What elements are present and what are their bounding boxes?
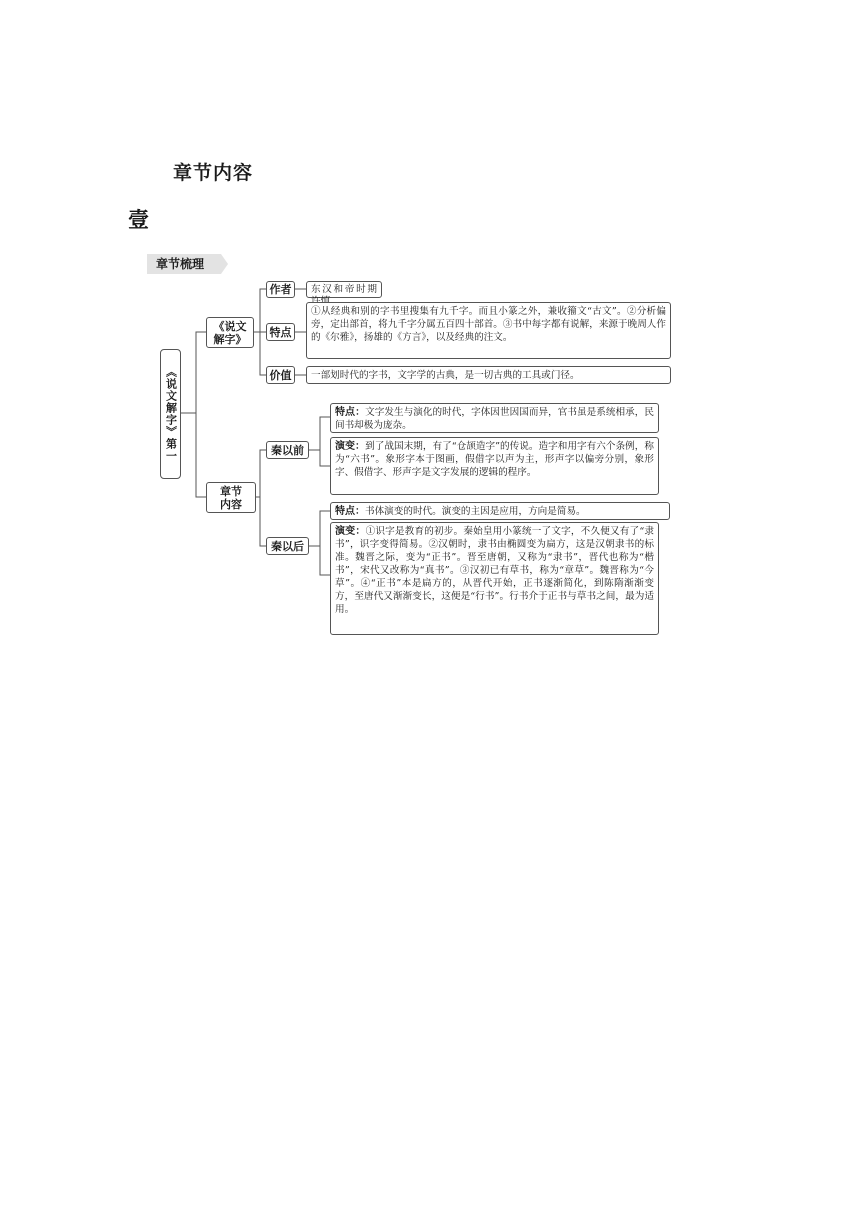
node-value-text: 一部划时代的字书，文字学的古典，是一切古典的工具或门径。 (306, 366, 671, 384)
before-qin-evolution-text: 到了战国末期，有了“仓颉造字”的传说。造字和用字有六个条例，称为“六书”。象形字本于图画，假借字以声为主，形声字以偏旁分别，象形字、假借字、形声字是文字发展的逻辑的程序。 (335, 441, 655, 478)
node-author-text: 东汉和帝时期 (306, 281, 382, 298)
node-value-label: 价值 (266, 366, 295, 384)
after-qin-evolution-text: ①识字是教育的初步。秦始皇用小篆统一了文字，不久便又有了“隶书”，识字变得简易。②汉朝时，隶书由椭圆变为扁方，这是汉朝隶书的标准。魏晋之际，变为“正书”。晋至唐朝，又称为“隶书”，晋代也称为“楷书”，宋代又改称为“真书”。③汉初已有草书，称为“章草”。魏晋称为“今草”。④“正书”本是扁方的，从晋代开始，正书逐渐简化，到陈隋渐渐变方，至唐代又渐渐变长，这便是“行书”。行书介于正书与草书之间，最为适用。 (335, 526, 655, 615)
section-tag: 章节梳理 (147, 254, 221, 274)
branch-shuowen: 《说文解字》 (206, 317, 254, 348)
node-feature-text: ①从经典和别的字书里搜集有九千字。而且小篆之外，兼收籀文“古文”。②分析偏旁，定出部首，将九千字分属五百四十部首。③书中每字都有说解，来源于晚周人作的《尔雅》，扬雄的《方言》，以及经典的注文。 (306, 302, 671, 359)
mindmap-root: 《说文解字》第一 (160, 349, 181, 479)
before-qin-feature (330, 403, 659, 433)
node-feature-label: 特点 (266, 323, 295, 341)
after-qin-feature (330, 502, 670, 520)
node-after-qin: 秦以后 (266, 537, 309, 555)
chapter-heading: 章节内容 (173, 162, 254, 184)
after-qin-feature-head: 特点： (335, 506, 365, 517)
section-number: 壹 (128, 208, 149, 232)
before-qin-feature-text: 文字发生与演化的时代，字体因世因国而异，官书虽是系统相承，民间书却极为庞杂。 (335, 407, 655, 431)
before-qin-feature-head: 特点： (335, 407, 366, 418)
after-qin-feature-text: 书体演变的时代。演变的主因是应用，方向是简易。 (365, 506, 586, 517)
before-qin-evolution (330, 437, 659, 495)
after-qin-evolution-head: 演变： (335, 526, 366, 537)
after-qin-evolution (330, 522, 659, 635)
node-author-label: 作者 (266, 281, 295, 298)
before-qin-evolution-head: 演变： (335, 441, 366, 452)
node-before-qin: 秦以前 (266, 441, 309, 459)
branch-chapter-content: 章节内容 (206, 482, 256, 513)
